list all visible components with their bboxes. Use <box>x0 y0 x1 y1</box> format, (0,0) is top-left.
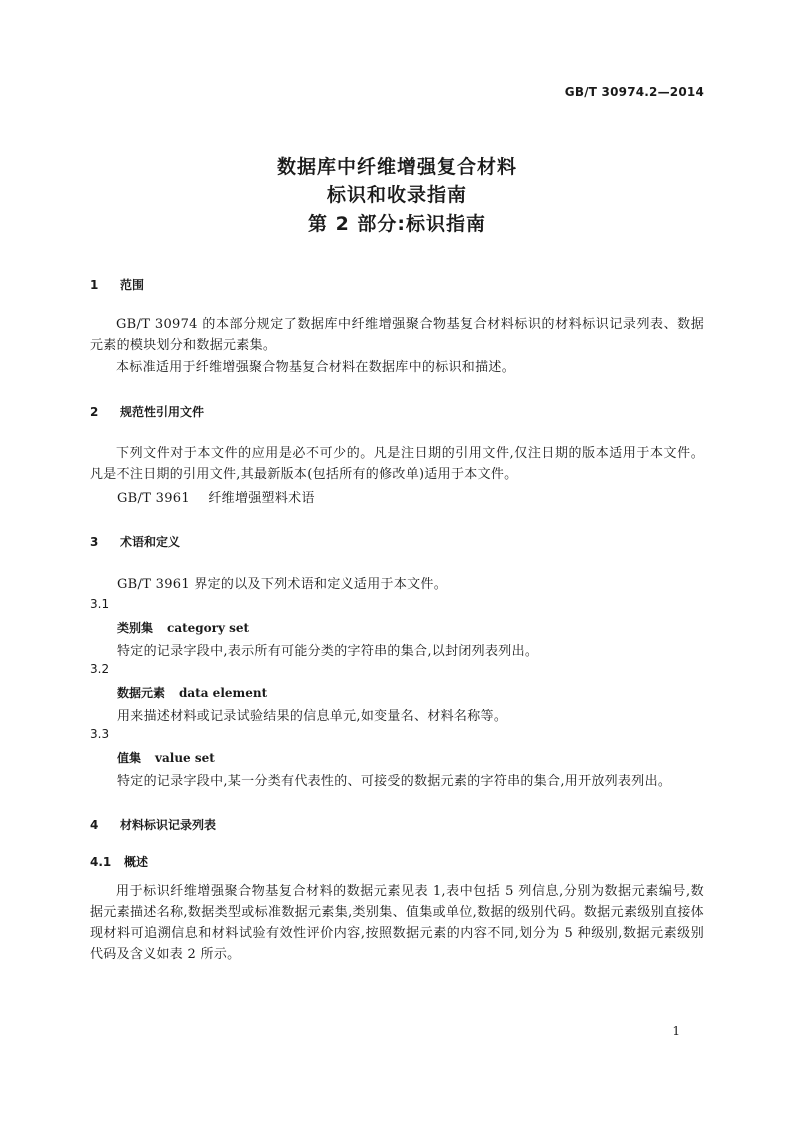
subsection-title: 概述 <box>124 855 149 869</box>
subsection-4-1-heading <box>90 853 148 870</box>
document-title-line-3: 第 2 部分:标识指南 <box>307 213 487 235</box>
normative-reference <box>117 487 315 506</box>
term-chinese: 数据元素 <box>117 686 166 700</box>
term-english: value set <box>155 751 215 765</box>
term-chinese: 值集 <box>117 751 142 765</box>
term-number: 3.2 <box>90 662 110 676</box>
standard-code: GB/T 30974.2—2014 <box>564 85 704 99</box>
section-2-paragraph-1: 下列文件对于本文件的应用是必不可少的。凡是注日期的引用文件,仅注日期的版本适用于本文件。凡是不注日期的引用文件,其最新版本(包括所有的修改单)适用于本文件。 <box>90 446 704 482</box>
section-number: 2 <box>90 405 99 419</box>
term-heading <box>117 619 249 636</box>
section-1-paragraph-2: 本标准适用于纤维增强聚合物基复合材料在数据库中的标识和描述。 <box>116 360 516 375</box>
section-4-1-paragraph-1: 用于标识纤维增强聚合物基复合材料的数据元素见表 1,表中包括 5 列信息,分别为数据元素编号,数据元素描述名称,数据类型或标准数据元素集,类别集、值集或单位,数据的级别代码。数据元素级别直接体现材料可追溯信息和材料试验有效性评价内容,按照数据元素的内容不同,划分为 5 种级别,数据元素级别代码及含义如表 2 所示。 <box>90 884 704 962</box>
term-number: 3.1 <box>90 597 110 611</box>
section-2-heading <box>90 403 204 420</box>
term-chinese: 类别集 <box>117 621 154 635</box>
document-title-line-2: 标识和收录指南 <box>326 184 467 206</box>
reference-code: GB/T 3961 <box>117 491 190 506</box>
section-title: 材料标识记录列表 <box>120 818 217 832</box>
section-3-heading <box>90 533 180 550</box>
section-title: 范围 <box>120 278 145 292</box>
section-number: 4 <box>90 818 99 832</box>
subsection-number: 4.1 <box>90 855 112 869</box>
document-title-line-1: 数据库中纤维增强复合材料 <box>276 156 517 178</box>
term-definition: 用来描述材料或记录试验结果的信息单元,如变量名、材料名称等。 <box>117 709 508 724</box>
section-4-heading <box>90 816 216 833</box>
section-title: 规范性引用文件 <box>120 405 205 419</box>
section-number: 3 <box>90 535 99 549</box>
page-number: 1 <box>672 1024 680 1038</box>
term-definition: 特定的记录字段中,某一分类有代表性的、可接受的数据元素的字符串的集合,用开放列表列出。 <box>117 774 672 789</box>
reference-title: 纤维增强塑料术语 <box>208 491 315 506</box>
section-3-paragraph-1: GB/T 3961 界定的以及下列术语和定义适用于本文件。 <box>117 577 448 592</box>
section-1-paragraph-1: GB/T 30974 的本部分规定了数据库中纤维增强聚合物基复合材料标识的材料标识记录列表、数据元素的模块划分和数据元素集。 <box>90 317 704 353</box>
term-number: 3.3 <box>90 727 110 741</box>
section-1-heading <box>90 276 144 293</box>
term-english: category set <box>167 621 250 635</box>
term-heading <box>117 749 215 766</box>
section-number: 1 <box>90 278 99 292</box>
term-heading <box>117 684 267 701</box>
term-definition: 特定的记录字段中,表示所有可能分类的字符串的集合,以封闭列表列出。 <box>117 644 539 659</box>
section-title: 术语和定义 <box>120 535 181 549</box>
term-english: data element <box>179 686 268 700</box>
